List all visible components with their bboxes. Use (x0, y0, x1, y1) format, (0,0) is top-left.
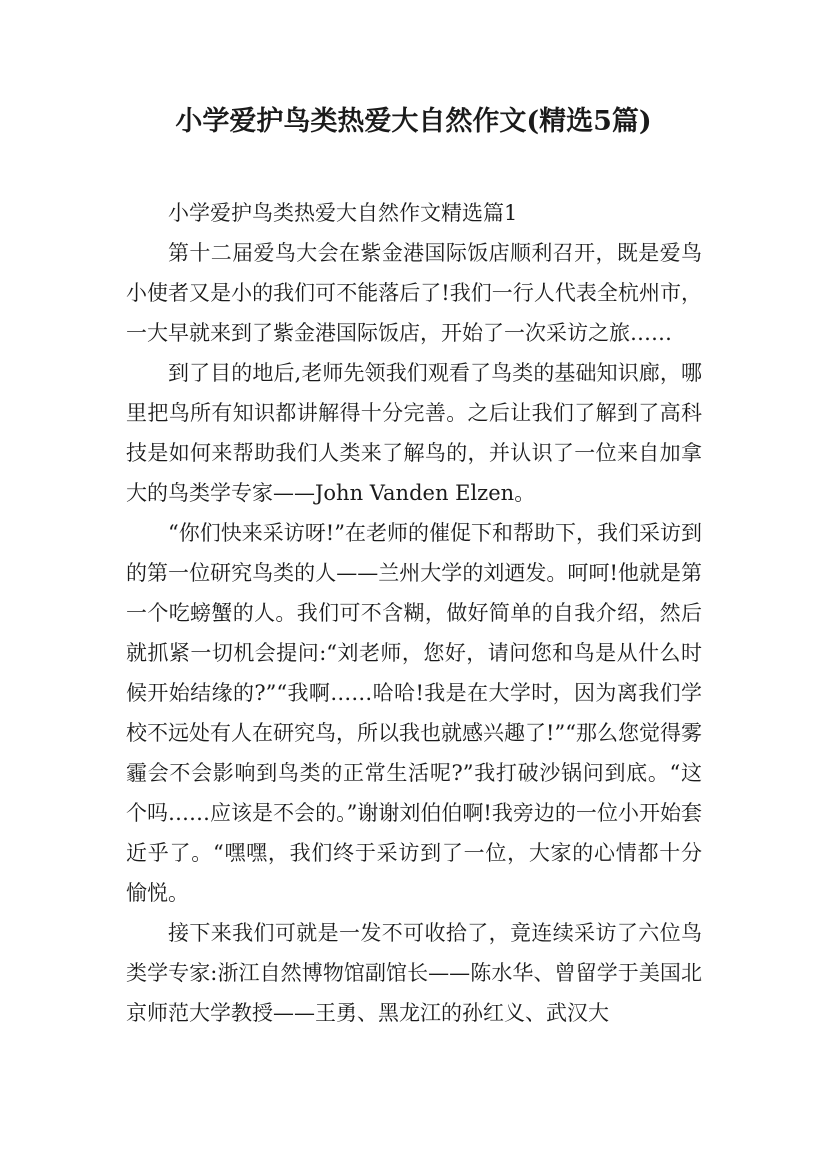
paragraph: 第十二届爱鸟大会在紫金港国际饭店顺利召开，既是爱鸟小使者又是小的我们可不能落后了!我们一行人代表全杭州市，一大早就来到了紫金港国际饭店，开始了一次采访之旅…… (126, 241, 702, 345)
section-heading: 小学爱护鸟类热爱大自然作文精选篇1 (168, 201, 518, 225)
document-body (126, 193, 702, 1033)
paragraph: 接下来我们可就是一发不可收拾了，竟连续采访了六位鸟类学专家:浙江自然博物馆副馆长——陈水华、曾留学于美国北京师范大学教授——王勇、黑龙江的孙红义、武汉大 (126, 921, 702, 1025)
document-title: 小学爱护鸟类热爱大自然作文(精选5篇) (175, 106, 652, 137)
paragraph: “你们快来采访呀!”在老师的催促下和帮助下，我们采访到的第一位研究鸟类的人——兰州大学的刘迺发。呵呵!他就是第一个吃螃蟹的人。我们可不含糊，做好简单的自我介绍，然后就抓紧一切机会提问:“刘老师，您好，请问您和鸟是从什么时候开始结缘的?”“我啊……哈哈!我是在大学时，因为离我们学校不远处有人在研究鸟，所以我也就感兴趣了!”“那么您觉得雾霾会不会影响到鸟类的正常生活呢?”我打破沙锅问到底。“这个吗……应该是不会的。”谢谢刘伯伯啊!我旁边的一位小开始套近乎了。“嘿嘿，我们终于采访到了一位，大家的心情都十分愉悦。 (126, 521, 702, 905)
paragraph: 到了目的地后,老师先领我们观看了鸟类的基础知识廊，哪里把鸟所有知识都讲解得十分完善。之后让我们了解到了高科技是如何来帮助我们人类来了解鸟的，并认识了一位来自加拿大的鸟类学专家——John Vanden Elzen。 (126, 361, 702, 505)
